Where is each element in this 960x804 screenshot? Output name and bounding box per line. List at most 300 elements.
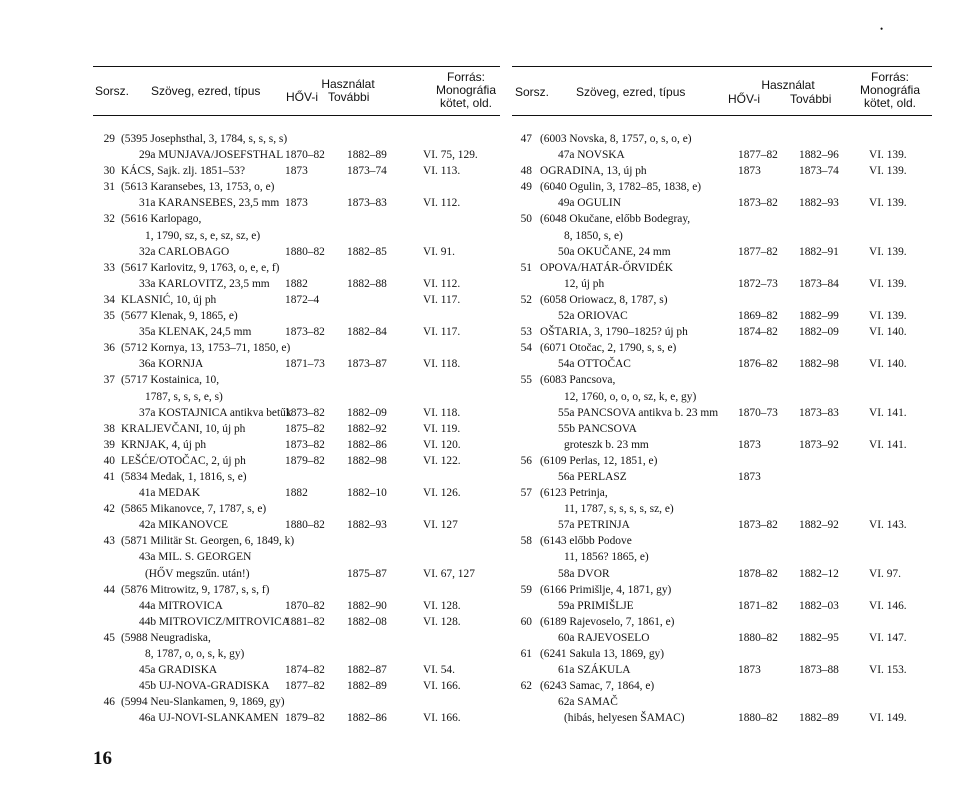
monografia-ref: VI. 139. bbox=[869, 165, 907, 178]
entry-text: 12, új ph bbox=[564, 277, 605, 290]
right-table-header bbox=[512, 66, 932, 116]
tovabbi-period: 1873–88 bbox=[799, 664, 839, 677]
entry-number: 60 bbox=[520, 615, 532, 628]
tovabbi-period: 1882–95 bbox=[799, 631, 839, 644]
monografia-ref: VI. 141. bbox=[869, 406, 907, 419]
monografia-ref: VI. 75, 129. bbox=[423, 149, 478, 162]
entry-text: (6003 Novska, 8, 1757, o, s, o, e) bbox=[540, 133, 692, 145]
tovabbi-period: 1873–83 bbox=[799, 406, 839, 419]
table-row bbox=[93, 646, 500, 662]
hov-period: 1877–82 bbox=[285, 680, 325, 693]
table-row bbox=[512, 389, 932, 405]
entry-number: 43 bbox=[103, 535, 115, 548]
monografia-ref: VI. 139. bbox=[869, 197, 907, 210]
entry-text: 43a MIL. S. GEORGEN bbox=[139, 551, 252, 564]
header-szoveg: Szöveg, ezred, típus bbox=[151, 84, 261, 98]
tovabbi-period: 1873–92 bbox=[799, 438, 839, 451]
table-row bbox=[93, 662, 500, 678]
tovabbi-period: 1882–89 bbox=[347, 149, 387, 162]
header-szoveg: Szöveg, ezred, típus bbox=[576, 85, 686, 99]
header-forras-line1: Forrás: bbox=[446, 70, 485, 84]
entry-number: 39 bbox=[103, 438, 115, 451]
table-row bbox=[512, 292, 932, 308]
entry-text: 33a KARLOVITZ, 23,5 mm bbox=[139, 277, 270, 290]
table-row bbox=[93, 566, 500, 582]
entry-text: 8, 1850, s, e) bbox=[564, 229, 623, 242]
monografia-ref: VI. 147. bbox=[869, 631, 907, 644]
entry-number: 50 bbox=[520, 213, 532, 226]
hov-period: 1873 bbox=[285, 197, 308, 210]
hov-period: 1872–73 bbox=[738, 277, 778, 290]
entry-text: 54a OTTOČAC bbox=[558, 358, 631, 371]
entry-text: 32a CARLOBAGO bbox=[139, 245, 230, 258]
hov-period: 1876–82 bbox=[738, 358, 778, 371]
header-forras-line2: Monográfia bbox=[435, 83, 497, 97]
entry-text: (5617 Karlovitz, 9, 1763, o, e, e, f) bbox=[121, 261, 280, 274]
entry-text: 31a KARANSEBES, 23,5 mm bbox=[139, 197, 280, 210]
table-row bbox=[93, 694, 500, 710]
entry-text: (5395 Josephsthal, 3, 1784, s, s, s, s) bbox=[121, 133, 288, 145]
entry-text: (6083 Pancsova, bbox=[540, 374, 616, 387]
hov-period: 1880–82 bbox=[285, 245, 325, 258]
tovabbi-period: 1882–87 bbox=[347, 664, 387, 677]
entry-number: 59 bbox=[520, 583, 532, 596]
entry-text: (6189 Rajevoselo, 7, 1861, e) bbox=[540, 615, 675, 628]
entry-text: 57a PETRINJA bbox=[558, 519, 630, 532]
entry-text: (5994 Neu-Slankamen, 9, 1869, gy) bbox=[121, 696, 285, 709]
entry-number: 55 bbox=[520, 374, 532, 387]
table-row bbox=[93, 308, 500, 324]
entry-text: 49a OGULIN bbox=[558, 197, 621, 210]
table-row bbox=[512, 469, 932, 485]
entry-number: 54 bbox=[520, 342, 532, 355]
entry-text: 36a KORNJA bbox=[139, 358, 204, 371]
header-tovabbi: További bbox=[790, 92, 832, 106]
hov-period: 1873–82 bbox=[738, 197, 778, 210]
table-row bbox=[512, 614, 932, 630]
entry-text: (6058 Oriowacz, 8, 1787, s) bbox=[540, 293, 668, 306]
hov-period: 1873 bbox=[738, 438, 761, 451]
table-row bbox=[512, 356, 932, 372]
entry-number: 35 bbox=[103, 310, 115, 323]
table-row bbox=[93, 276, 500, 292]
entry-text: (5988 Neugradiska, bbox=[121, 631, 211, 644]
entry-text: (5717 Kostainica, 10, bbox=[121, 374, 220, 387]
entry-text: 62a SAMAČ bbox=[558, 696, 618, 709]
hov-period: 1880–82 bbox=[738, 712, 778, 725]
hov-period: 1873–82 bbox=[285, 326, 325, 339]
table-row bbox=[93, 195, 500, 211]
monografia-ref: VI. 128. bbox=[423, 615, 461, 628]
entry-number: 30 bbox=[103, 165, 115, 178]
hov-period: 1871–73 bbox=[285, 358, 325, 371]
monografia-ref: VI. 91. bbox=[423, 245, 455, 258]
table-row bbox=[93, 179, 500, 195]
entry-text: 29a MUNJAVA/JOSEFSTHAL bbox=[139, 149, 284, 162]
entry-text: (5677 Klenak, 9, 1865, e) bbox=[121, 310, 238, 323]
entry-text: (6048 Okučane, előbb Bodegray, bbox=[540, 213, 691, 226]
monografia-ref: VI. 139. bbox=[869, 310, 907, 323]
entry-text: (6243 Samac, 7, 1864, e) bbox=[540, 680, 655, 693]
entry-text: 59a PRIMIŠLJE bbox=[558, 599, 634, 612]
corner-mark: • bbox=[880, 24, 884, 34]
hov-period: 1880–82 bbox=[285, 519, 325, 532]
entry-text: (5876 Mitrowitz, 9, 1787, s, s, f) bbox=[121, 583, 270, 596]
tovabbi-period: 1882–93 bbox=[347, 519, 387, 532]
entry-number: 40 bbox=[103, 454, 115, 467]
entry-text: (5834 Medak, 1, 1816, s, e) bbox=[121, 470, 247, 483]
entry-text: (5865 Mikanovce, 7, 1787, s, e) bbox=[121, 503, 267, 516]
entry-text: KLASNIĆ, 10, új ph bbox=[121, 293, 217, 306]
table-row bbox=[93, 405, 500, 421]
table-row bbox=[93, 517, 500, 533]
tovabbi-period: 1882–99 bbox=[799, 310, 839, 323]
entry-number: 62 bbox=[520, 680, 532, 693]
tovabbi-period: 1882–86 bbox=[347, 712, 387, 725]
table-row bbox=[512, 630, 932, 646]
entry-text: (6166 Primišlje, 4, 1871, gy) bbox=[540, 583, 672, 596]
entry-text: 58a DVOR bbox=[558, 567, 610, 580]
table-row bbox=[512, 179, 932, 195]
table-row bbox=[512, 598, 932, 614]
hov-period: 1879–82 bbox=[285, 712, 325, 725]
hov-period: 1873–82 bbox=[285, 438, 325, 451]
tovabbi-period: 1873–83 bbox=[347, 197, 387, 210]
tovabbi-period: 1882–85 bbox=[347, 245, 387, 258]
tovabbi-period: 1882–89 bbox=[347, 680, 387, 693]
monografia-ref: VI. 112. bbox=[423, 197, 461, 210]
table-row bbox=[512, 437, 932, 453]
entry-number: 29 bbox=[103, 133, 115, 145]
table-row bbox=[512, 405, 932, 421]
table-row bbox=[512, 566, 932, 582]
tovabbi-period: 1873–74 bbox=[799, 165, 839, 178]
entry-number: 47 bbox=[520, 133, 532, 145]
monografia-ref: VI. 153. bbox=[869, 664, 907, 677]
table-row bbox=[512, 485, 932, 501]
table-row bbox=[512, 710, 932, 726]
table-row bbox=[512, 662, 932, 678]
table-row bbox=[512, 549, 932, 565]
monografia-ref: VI. 166. bbox=[423, 680, 461, 693]
entry-text: 12, 1760, o, o, o, sz, k, e, gy) bbox=[564, 390, 697, 403]
hov-period: 1874–82 bbox=[738, 326, 778, 339]
monografia-ref: VI. 141. bbox=[869, 438, 907, 451]
hov-period: 1871–82 bbox=[738, 599, 778, 612]
entry-number: 53 bbox=[520, 326, 532, 339]
table-row bbox=[93, 324, 500, 340]
table-row bbox=[512, 276, 932, 292]
monografia-ref: VI. 67, 127 bbox=[423, 567, 475, 580]
header-forras-line2: Monográfia bbox=[859, 83, 921, 97]
monografia-ref: VI. 122. bbox=[423, 454, 461, 467]
entry-text: KRNJAK, 4, új ph bbox=[121, 438, 207, 451]
entry-text: (6143 előbb Podove bbox=[540, 535, 632, 548]
hov-period: 1878–82 bbox=[738, 567, 778, 580]
entry-text: 11, 1787, s, s, s, s, sz, e) bbox=[564, 503, 674, 516]
entry-text: (6123 Petrinja, bbox=[540, 487, 608, 500]
hov-period: 1873–82 bbox=[738, 519, 778, 532]
tovabbi-period: 1875–87 bbox=[347, 567, 387, 580]
entry-number: 61 bbox=[520, 648, 532, 660]
monografia-ref: VI. 118. bbox=[423, 406, 461, 419]
entry-text: (HŐV megszűn. után!) bbox=[145, 567, 250, 580]
hov-period: 1872–4 bbox=[285, 293, 320, 306]
monografia-ref: VI. 126. bbox=[423, 487, 461, 500]
tovabbi-period: 1882–96 bbox=[799, 149, 839, 162]
header-sorsz: Sorsz. bbox=[95, 84, 130, 98]
table-row bbox=[512, 533, 932, 549]
header-forras-line3: kötet, old. bbox=[863, 96, 917, 110]
hov-period: 1869–82 bbox=[738, 310, 778, 323]
monografia-ref: VI. 120. bbox=[423, 438, 461, 451]
monografia-ref: VI. 118. bbox=[423, 358, 461, 371]
entry-text: (5616 Karlopago, bbox=[121, 213, 202, 226]
tovabbi-period: 1873–84 bbox=[799, 277, 839, 290]
hov-period: 1870–82 bbox=[285, 149, 325, 162]
table-row bbox=[512, 163, 932, 179]
page-number: 16 bbox=[93, 748, 112, 769]
entry-text: 45b UJ-NOVA-GRADISKA bbox=[139, 680, 270, 693]
tovabbi-period: 1873–74 bbox=[347, 165, 387, 178]
entry-number: 52 bbox=[520, 293, 532, 306]
hov-period: 1873 bbox=[285, 165, 308, 178]
tovabbi-period: 1882–10 bbox=[347, 487, 387, 500]
table-row bbox=[512, 147, 932, 163]
tovabbi-period: 1882–08 bbox=[347, 615, 387, 628]
table-row bbox=[93, 437, 500, 453]
entry-text: 61a SZÁKULA bbox=[558, 664, 631, 677]
table-row bbox=[93, 533, 500, 549]
entry-text: (6040 Ogulin, 3, 1782–85, 1838, e) bbox=[540, 181, 702, 194]
entry-number: 33 bbox=[103, 261, 115, 274]
hov-period: 1873–82 bbox=[285, 406, 325, 419]
entry-text: (6241 Sakula 13, 1869, gy) bbox=[540, 648, 665, 660]
entry-text: 1, 1790, sz, s, e, sz, sz, e) bbox=[145, 229, 261, 242]
table-row bbox=[512, 694, 932, 710]
table-row bbox=[93, 549, 500, 565]
table-row bbox=[512, 517, 932, 533]
hov-period: 1877–82 bbox=[738, 149, 778, 162]
entry-text: 60a RAJEVOSELO bbox=[558, 631, 650, 644]
header-forras-line1: Forrás: bbox=[870, 70, 909, 84]
table-row bbox=[512, 244, 932, 260]
left-table-header bbox=[93, 66, 500, 116]
tovabbi-period: 1882–90 bbox=[347, 599, 387, 612]
entry-text: 45a GRADISKA bbox=[139, 664, 218, 677]
table-row bbox=[93, 421, 500, 437]
header-hasznalat: Használat bbox=[761, 78, 815, 92]
entry-text: 56a PERLASZ bbox=[558, 470, 627, 483]
header-hov: HŐV-i bbox=[286, 90, 319, 104]
tovabbi-period: 1882–98 bbox=[347, 454, 387, 467]
table-row bbox=[93, 292, 500, 308]
table-row bbox=[93, 614, 500, 630]
header-forras bbox=[846, 71, 934, 110]
entry-text: 50a OKUČANE, 24 mm bbox=[558, 245, 671, 258]
monografia-ref: VI. 143. bbox=[869, 519, 907, 532]
tovabbi-period: 1882–93 bbox=[799, 197, 839, 210]
table-row bbox=[93, 678, 500, 694]
header-tovabbi: További bbox=[328, 90, 370, 104]
hov-period: 1877–82 bbox=[738, 245, 778, 258]
header-hasznalat: Használat bbox=[321, 77, 375, 91]
hov-period: 1875–82 bbox=[285, 422, 325, 435]
table-row bbox=[512, 582, 932, 598]
tovabbi-period: 1882–91 bbox=[799, 245, 839, 258]
monografia-ref: VI. 139. bbox=[869, 245, 907, 258]
monografia-ref: VI. 127 bbox=[423, 519, 458, 532]
monografia-ref: VI. 117. bbox=[423, 293, 461, 306]
left-column bbox=[93, 66, 500, 726]
table-row bbox=[512, 453, 932, 469]
entry-number: 45 bbox=[103, 631, 115, 644]
entry-text: OŠTARIA, 3, 1790–1825? új ph bbox=[540, 326, 688, 339]
table-row bbox=[93, 147, 500, 163]
entry-text: (hibás, helyesen ŠAMAC) bbox=[564, 712, 685, 725]
table-row bbox=[93, 260, 500, 276]
table-row bbox=[93, 501, 500, 517]
entry-text: KÁCS, Sajk. zlj. 1851–53? bbox=[121, 165, 246, 178]
entry-number: 32 bbox=[103, 213, 115, 226]
monografia-ref: VI. 166. bbox=[423, 712, 461, 725]
table-row bbox=[512, 260, 932, 276]
entry-number: 49 bbox=[520, 181, 532, 194]
hov-period: 1881–82 bbox=[285, 615, 325, 628]
table-row bbox=[93, 356, 500, 372]
hov-period: 1873 bbox=[738, 470, 761, 483]
table-row bbox=[512, 646, 932, 662]
table-row bbox=[93, 211, 500, 227]
entry-text: 8, 1787, o, o, s, k, gy) bbox=[145, 648, 245, 660]
entry-number: 37 bbox=[103, 374, 115, 387]
entry-text: 42a MIKANOVCE bbox=[139, 519, 228, 532]
entry-text: 46a UJ-NOVI-SLANKAMEN bbox=[139, 712, 279, 725]
table-row bbox=[512, 372, 932, 388]
entry-text: 35a KLENAK, 24,5 mm bbox=[139, 326, 252, 339]
tovabbi-period: 1882–92 bbox=[799, 519, 839, 532]
entry-text: LEŠĆE/OTOČAC, 2, új ph bbox=[121, 454, 246, 467]
monografia-ref: VI. 139. bbox=[869, 149, 907, 162]
monografia-ref: VI. 113. bbox=[423, 165, 461, 178]
table-row bbox=[512, 421, 932, 437]
entry-text: 41a MEDAK bbox=[139, 487, 201, 500]
entry-number: 38 bbox=[103, 422, 115, 435]
entry-number: 51 bbox=[520, 261, 532, 274]
entry-text: 1787, s, s, s, e, s) bbox=[145, 390, 223, 403]
monografia-ref: VI. 146. bbox=[869, 599, 907, 612]
table-row bbox=[93, 389, 500, 405]
entry-text: groteszk b. 23 mm bbox=[564, 438, 649, 451]
table-row bbox=[93, 131, 500, 147]
header-forras bbox=[426, 71, 506, 110]
entry-text: KRALJEVČANI, 10, új ph bbox=[121, 422, 246, 435]
entry-text: (5712 Kornya, 13, 1753–71, 1850, e) bbox=[121, 342, 291, 355]
table-row bbox=[512, 211, 932, 227]
monografia-ref: VI. 117. bbox=[423, 326, 461, 339]
table-row bbox=[93, 244, 500, 260]
table-row bbox=[512, 340, 932, 356]
entry-number: 58 bbox=[520, 535, 532, 548]
hov-period: 1870–73 bbox=[738, 406, 778, 419]
entry-number: 42 bbox=[103, 503, 115, 516]
table-row bbox=[93, 485, 500, 501]
entry-text: 37a KOSTAJNICA antikva betűk bbox=[139, 406, 292, 419]
table-row bbox=[512, 228, 932, 244]
entry-number: 41 bbox=[103, 470, 115, 483]
entry-number: 56 bbox=[520, 454, 532, 467]
table-row bbox=[93, 228, 500, 244]
table-row bbox=[93, 163, 500, 179]
hov-period: 1882 bbox=[285, 487, 308, 500]
monografia-ref: VI. 139. bbox=[869, 277, 907, 290]
hov-period: 1882 bbox=[285, 277, 308, 290]
tovabbi-period: 1882–84 bbox=[347, 326, 387, 339]
entry-text: 52a ORIOVAC bbox=[558, 310, 628, 323]
entry-text: (6109 Perlas, 12, 1851, e) bbox=[540, 454, 658, 467]
entry-text: OPOVA/HATÁR-ŐRVIDÉK bbox=[540, 261, 674, 274]
tovabbi-period: 1873–87 bbox=[347, 358, 387, 371]
tovabbi-period: 1882–92 bbox=[347, 422, 387, 435]
left-entry-list bbox=[93, 131, 500, 726]
monografia-ref: VI. 140. bbox=[869, 358, 907, 371]
entry-text: 44b MITROVICZ/MITROVICA bbox=[139, 615, 290, 628]
monografia-ref: VI. 97. bbox=[869, 567, 901, 580]
monografia-ref: VI. 128. bbox=[423, 599, 461, 612]
entry-text: 47a NOVSKA bbox=[558, 149, 625, 162]
monografia-ref: VI. 149. bbox=[869, 712, 907, 725]
hov-period: 1874–82 bbox=[285, 664, 325, 677]
right-entry-list bbox=[512, 131, 932, 726]
entry-text: 11, 1856? 1865, e) bbox=[564, 551, 649, 564]
hov-period: 1870–82 bbox=[285, 599, 325, 612]
tovabbi-period: 1882–12 bbox=[799, 567, 839, 580]
table-row bbox=[93, 340, 500, 356]
table-row bbox=[93, 469, 500, 485]
table-row bbox=[93, 710, 500, 726]
table-row bbox=[93, 630, 500, 646]
entry-number: 34 bbox=[103, 293, 115, 306]
header-hov: HŐV-i bbox=[728, 92, 761, 106]
entry-text: (5871 Militär St. Georgen, 6, 1849, k) bbox=[121, 535, 295, 548]
entry-number: 36 bbox=[103, 342, 115, 355]
table-row bbox=[93, 372, 500, 388]
entry-text: (6071 Otočac, 2, 1790, s, s, e) bbox=[540, 342, 677, 355]
table-row bbox=[93, 582, 500, 598]
entry-text: 55a PANCSOVA antikva b. 23 mm bbox=[558, 406, 719, 419]
table-row bbox=[512, 195, 932, 211]
hov-period: 1879–82 bbox=[285, 454, 325, 467]
hov-period: 1873 bbox=[738, 165, 761, 178]
tovabbi-period: 1882–88 bbox=[347, 277, 387, 290]
tovabbi-period: 1882–03 bbox=[799, 599, 839, 612]
table-row bbox=[93, 453, 500, 469]
tovabbi-period: 1882–09 bbox=[347, 406, 387, 419]
tovabbi-period: 1882–09 bbox=[799, 326, 839, 339]
entry-text: (5613 Karansebes, 13, 1753, o, e) bbox=[121, 181, 275, 194]
entry-text: 44a MITROVICA bbox=[139, 599, 223, 612]
table-row bbox=[512, 308, 932, 324]
table-row bbox=[512, 678, 932, 694]
tovabbi-period: 1882–89 bbox=[799, 712, 839, 725]
header-forras-line3: kötet, old. bbox=[439, 96, 493, 110]
entry-number: 31 bbox=[103, 181, 115, 194]
table-row bbox=[512, 324, 932, 340]
tovabbi-period: 1882–98 bbox=[799, 358, 839, 371]
monografia-ref: VI. 112. bbox=[423, 277, 461, 290]
table-row bbox=[512, 131, 932, 147]
table-row bbox=[93, 598, 500, 614]
